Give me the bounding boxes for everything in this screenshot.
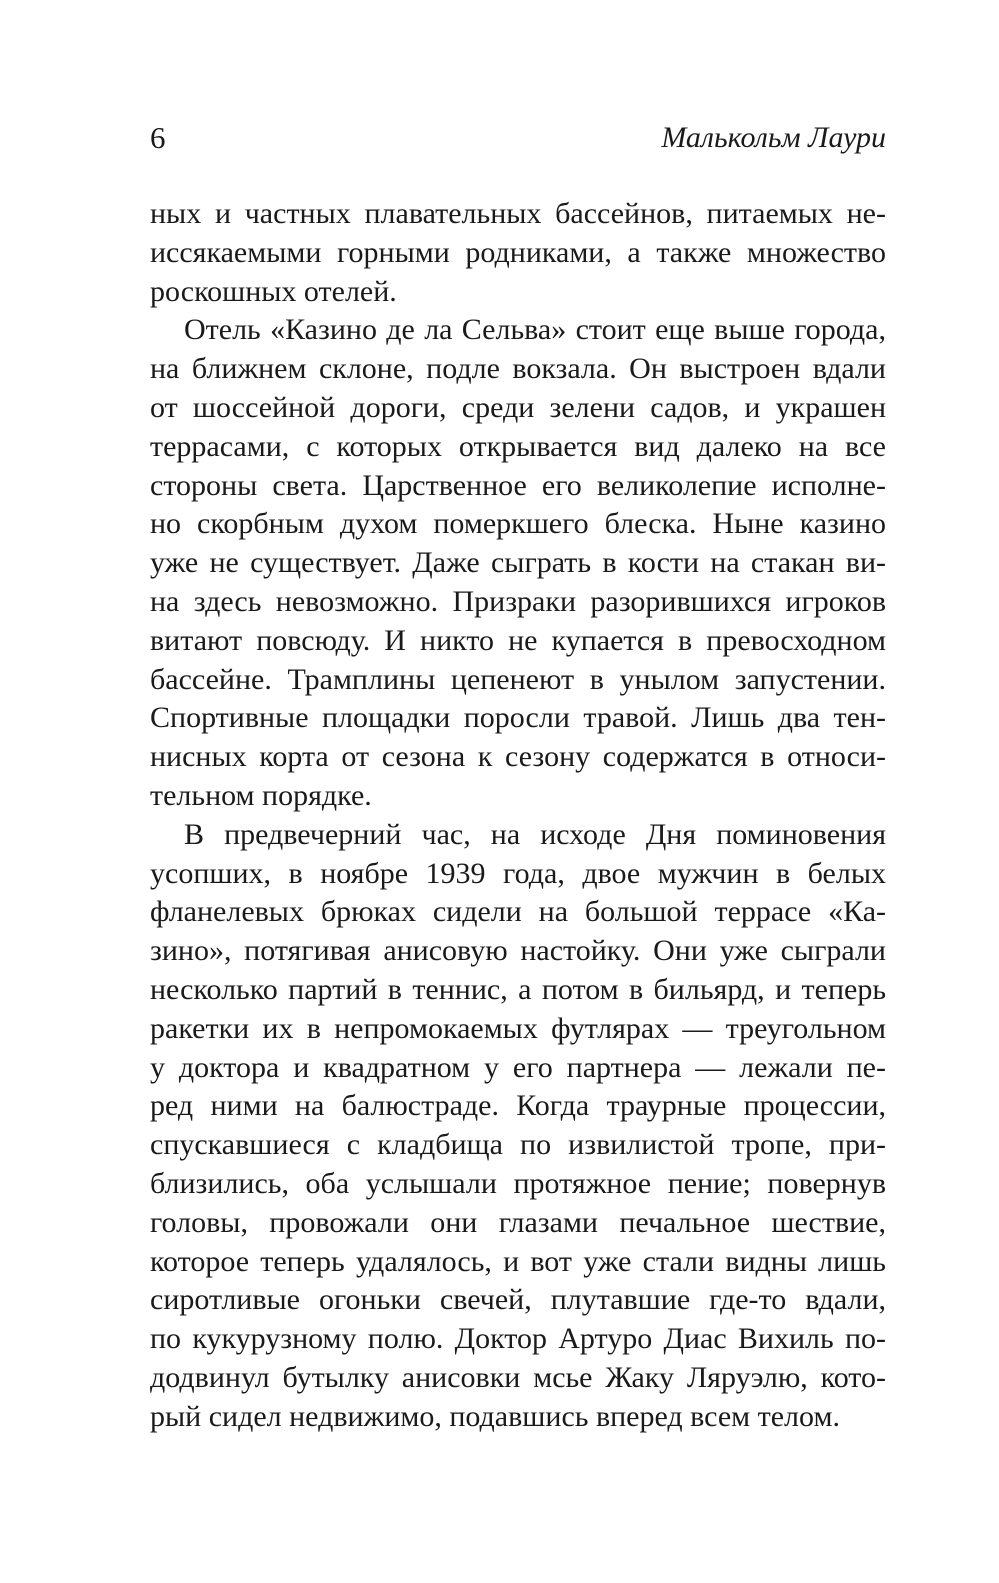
text-line: усопших, в ноябре 1939 года, двое мужчин в белых xyxy=(150,856,886,890)
text-line: но скорбным духом померкшего блеска. Ныне казино xyxy=(150,507,886,541)
text-line: фланелевых брюках сидели на большой террасе «Ка- xyxy=(150,895,886,929)
body-text xyxy=(150,195,886,1437)
text-line: ракетки их в непромокаемых футлярах — треугольном xyxy=(150,1011,886,1045)
paragraph xyxy=(150,816,886,1437)
text-line: спускавшиеся с кладбища по извилистой тропе, при- xyxy=(150,1128,886,1162)
text-line: бассейне. Трамплины цепенеют в унылом запустении. xyxy=(150,662,886,696)
text-line: витают повсюду. И никто не купается в превосходном xyxy=(150,623,886,657)
text-line: Отель «Казино де ла Сельва» стоит еще выше города, xyxy=(184,313,886,347)
text-line: зино», потягивая анисовую настойку. Они уже сыграли xyxy=(150,934,886,968)
text-line: роскошных отелей. xyxy=(150,274,397,308)
text-line: головы, провожали они глазами печальное шествие, xyxy=(150,1205,886,1239)
text-line: ред ними на балюстраде. Когда траурные процессии, xyxy=(150,1089,886,1123)
text-line: додвинул бутылку анисовки мсье Жаку Ляруэлю, кото- xyxy=(150,1360,886,1394)
text-line: нисных корта от сезона к сезону содержатся в относи- xyxy=(150,740,886,774)
text-line: Спортивные площадки поросли травой. Лишь два тен- xyxy=(150,701,886,735)
paragraph xyxy=(150,195,886,311)
text-line: сиротливые огоньки свечей, плутавшие где-то вдали, xyxy=(150,1283,886,1317)
text-line: от шоссейной дороги, среди зелени садов, и украшен xyxy=(150,390,886,424)
text-line: уже не существует. Даже сыграть в кости на стакан ви- xyxy=(150,546,886,580)
running-header xyxy=(150,118,886,158)
text-line: рый сидел недвижимо, подавшись вперед всем телом. xyxy=(150,1399,840,1433)
text-line: близились, оба услышали протяжное пение; повернув xyxy=(150,1166,886,1200)
text-line: у доктора и квадратном у его партнера — лежали пе- xyxy=(150,1050,886,1084)
paragraph xyxy=(150,311,886,815)
text-line: террасами, с которых открывается вид далеко на все xyxy=(150,429,886,463)
text-line: на здесь невозможно. Призраки разорившихся игроков xyxy=(150,584,886,618)
text-line: на ближнем склоне, подле вокзала. Он выстроен вдали xyxy=(150,352,886,386)
text-line: ных и частных плавательных бассейнов, питаемых не- xyxy=(150,197,886,230)
text-line: иссякаемыми горными родниками, а также множество xyxy=(150,235,886,269)
text-line: тельном порядке. xyxy=(150,778,372,812)
text-line: В предвечерний час, на исходе Дня поминовения xyxy=(184,817,886,851)
page-number: 6 xyxy=(150,120,166,155)
text-line: стороны света. Царственное его великолепие исполне- xyxy=(150,468,886,502)
text-line: которое теперь удалялось, и вот уже стали видны лишь xyxy=(150,1244,886,1278)
running-head-author: Малькольм Лаури xyxy=(661,121,886,154)
text-line: несколько партий в теннис, а потом в бильярд, и теперь xyxy=(150,972,886,1006)
text-line: по кукурузному полю. Доктор Артуро Диас Вихиль по- xyxy=(150,1322,886,1356)
